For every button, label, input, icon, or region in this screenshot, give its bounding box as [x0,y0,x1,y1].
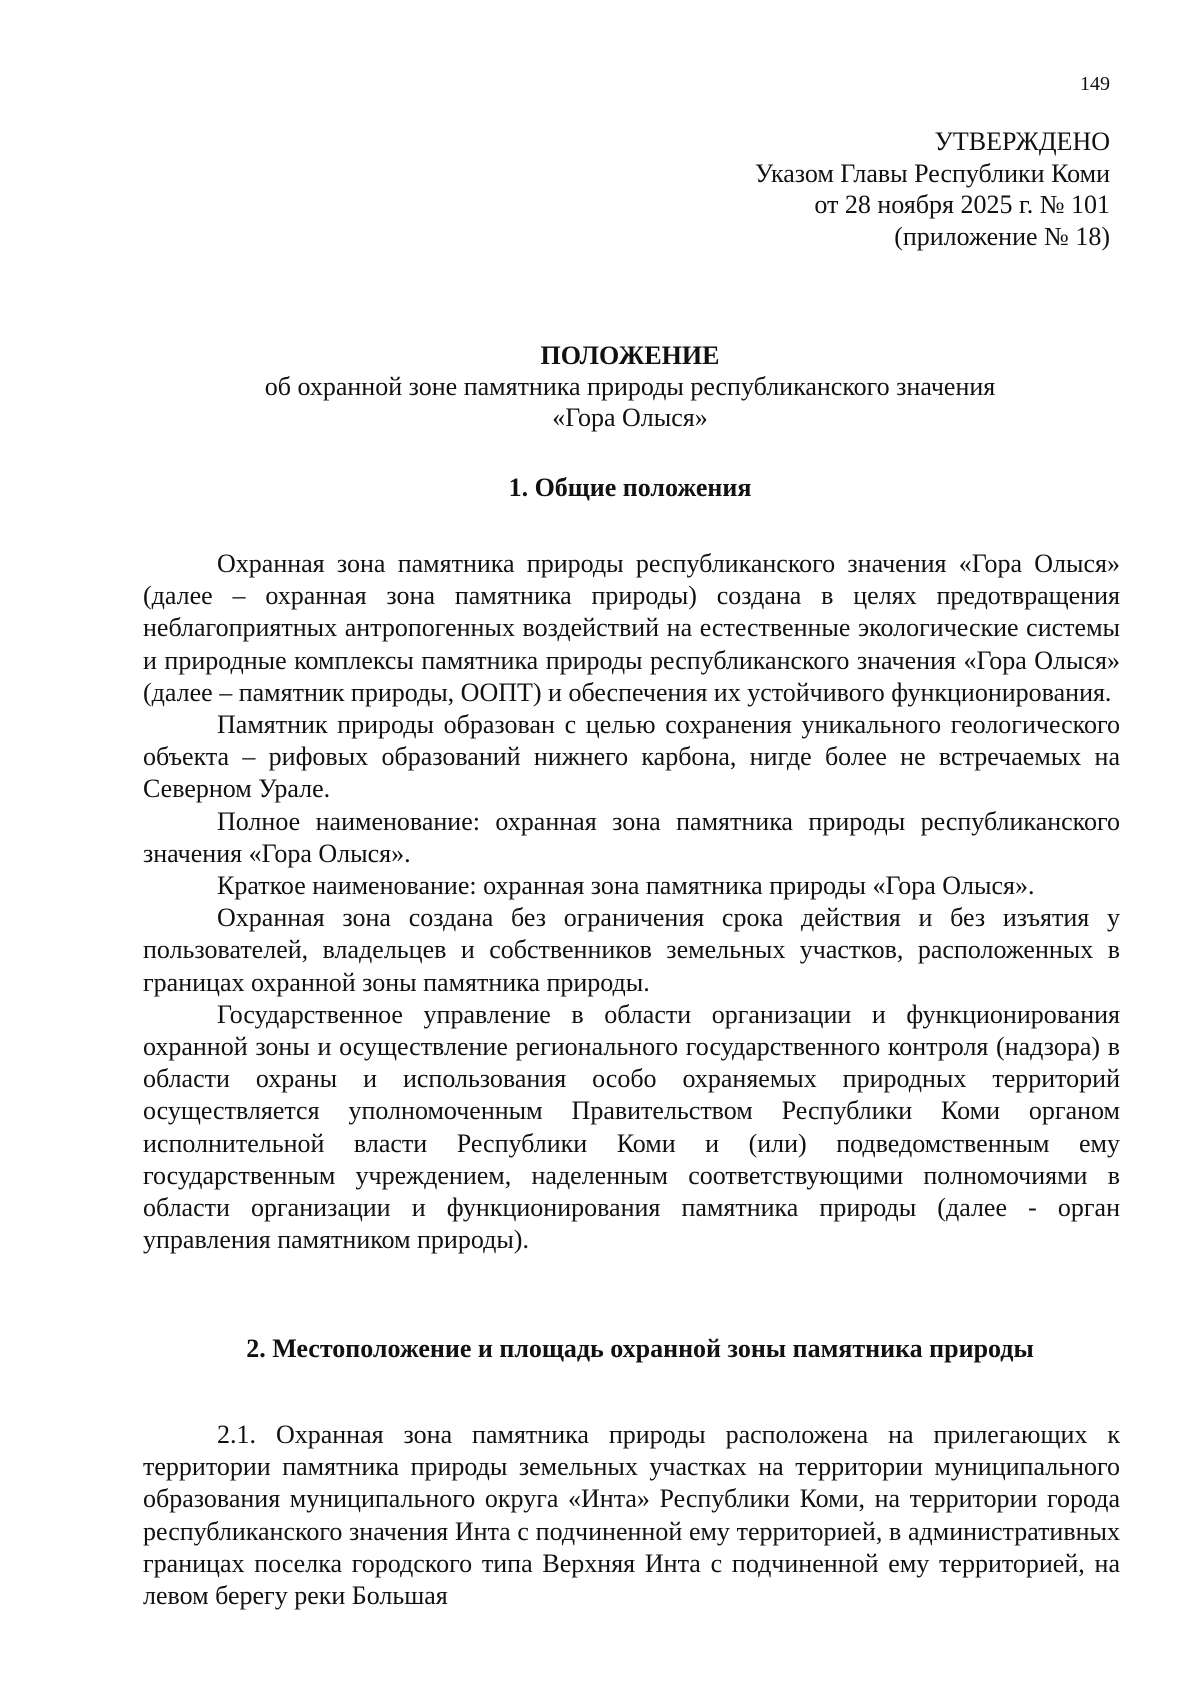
approval-status: УТВЕРЖДЕНО [934,127,1110,156]
section-1-heading: 1. Общие положения [508,473,752,502]
page-number: 149 [1080,73,1110,95]
approval-date-number: от 28 ноября 2025 г. № 101 [814,190,1110,219]
section-1-body [143,548,1120,1256]
paragraph: Памятник природы образован с целью сохранения уникального геологического объекта – рифовых образований нижнего карбона, нигде более не встречаемых на Северном Урале. [143,710,1120,804]
approval-stamp [755,126,1110,252]
paragraph: 2.1. Охранная зона памятника природы расположена на прилегающих к территории памятника природы земельных участках на территории муниципального образования муниципального округа «Инта» Республики Коми, на территории города республиканского значения Инта с подчиненной ему территорией, в административных границах поселка городского типа Верхняя Инта с подчиненной ему территорией, на левом берегу реки Большая [143,1420,1120,1611]
approval-appendix: (приложение № 18) [894,221,1110,251]
paragraph: Государственное управление в области организации и функционирования охранной зоны и осуществление регионального государственного контроля (надзора) в области охраны и использования особо охраняемых природных территорий осуществляется уполномоченным Правительством Республики Коми органом исполнительной власти Республики Коми и (или) подведомственным ему государственным учреждением, наделенным соответствующими полномочиями в области организации и функционирования памятника природы (далее - орган управления памятником природы). [143,999,1120,1255]
document-subtitle-line1: об охранной зоне памятника природы республиканского значения [264,372,996,401]
document-title: ПОЛОЖЕНИЕ [540,341,720,370]
section-2-body [143,1419,1120,1612]
paragraph: Полное наименование: охранная зона памятника природы республиканского значения «Гора Олыся». [143,806,1120,868]
document-subtitle-line2: «Гора Олыся» [552,403,708,432]
paragraph: Краткое наименование: охранная зона памятника природы «Гора Олыся». [217,871,1035,901]
paragraph: Охранная зона памятника природы республиканского значения «Гора Олыся» (далее – охранная зона памятника природы) создана в целях предотвращения неблагоприятных антропогенных воздействий на естественные экологические системы и природные комплексы памятника природы республиканского значения «Гора Олыся» (далее – памятник природы, ООПТ) и обеспечения их устойчивого функционирования. [143,549,1120,707]
document-title-block [140,340,1120,433]
section-2-heading: 2. Местоположение и площадь охранной зоны памятника природы [246,1334,1034,1363]
approval-authority: Указом Главы Республики Коми [754,158,1110,188]
paragraph: Охранная зона создана без ограничения срока действия и без изъятия у пользователей, владельцев и собственников земельных участков, расположенных в границах охранной зоны памятника природы. [143,903,1120,997]
